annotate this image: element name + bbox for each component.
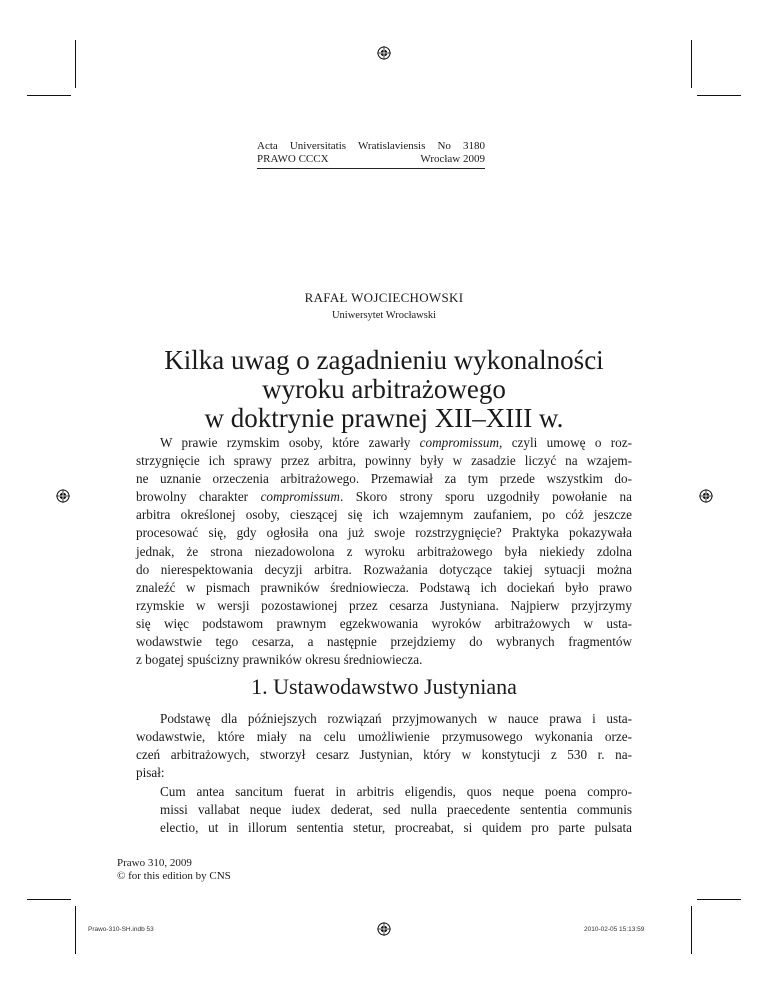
- text-line: Podstawę dla późniejszych rozwiązań przyjmowanych w nauce prawa i usta-: [160, 711, 632, 726]
- text-line: jednak, że strona niezadowolona z wyroku arbitrażowego była niekiedy zdolna: [136, 543, 632, 559]
- registration-mark-icon: [377, 922, 391, 936]
- title-line: Kilka uwag o zagadnieniu wykonalności: [164, 345, 604, 375]
- journal-series: PRAWO CCCX: [257, 153, 329, 165]
- section-paragraph: [136, 710, 632, 782]
- text-line: W prawie rzymskim osoby, które zawarły compromissum, czyli umowę o roz-: [160, 435, 632, 450]
- author-name: RAFAŁ WOJCIECHOWSKI: [304, 290, 464, 305]
- latin-quote: [160, 783, 632, 837]
- journal-name: Acta Universitatis Wratislaviensis No 3180: [257, 140, 485, 152]
- text-line: znaleźć w pismach prawników średniowiecza. Podstawą ich dociekań było prawo: [136, 579, 632, 595]
- text-line: arbitra określonej osoby, cieszącej się ich wzajemnym zaufaniem, po cóż jeszcze: [136, 507, 632, 523]
- text-line: procesować się, gdy ogłosiła ona już swoje rozstrzygnięcie? Praktyka pokazywała: [136, 525, 632, 541]
- page-footer: [117, 857, 231, 883]
- header-rule: [257, 168, 485, 169]
- text-line: pisał:: [136, 765, 165, 781]
- quote-line: Cum antea sancitum fuerat in arbitris eligendis, quos neque poena compro-: [160, 784, 632, 799]
- text-line: browolny charakter compromissum. Skoro strony sporu uzgodniły powołanie na: [136, 489, 632, 505]
- text-line: wodawstwie tego cesarza, a następnie przejdziemy do wybranych fragmentów: [136, 634, 632, 650]
- section-heading: 1. Ustawodawstwo Justyniana: [251, 674, 517, 699]
- print-slug-timestamp: 2010-02-05 15:13:59: [584, 926, 645, 933]
- title-line: wyroku arbitrażowego: [262, 374, 506, 404]
- author-affiliation: Uniwersytet Wrocławski: [331, 310, 437, 321]
- title-line: w doktrynie prawnej XII–XIII w.: [204, 403, 564, 433]
- quote-line: missi vallabat neque iudex dederat, sed nulla praecedente sententia communis: [160, 802, 632, 818]
- text-line: się więc podstawom prawnym egzekwowania wyroków arbitrażowych w usta-: [136, 615, 632, 631]
- registration-mark-icon: [56, 489, 70, 503]
- text-line: wodawstwie, które miały na celu umożliwienie przymusowego wykonania orze-: [136, 729, 632, 745]
- text-line: ne uznanie orzeczenia arbitrażowego. Przemawiał za tym przede wszystkim do-: [136, 471, 632, 487]
- intro-paragraph: [136, 434, 632, 669]
- registration-mark-icon: [377, 46, 391, 60]
- text-line: czeń arbitrażowych, stworzył cesarz Justynian, który w konstytucji z 530 r. na-: [136, 747, 632, 763]
- journal-series-row: [257, 153, 485, 166]
- registration-mark-icon: [699, 489, 713, 503]
- text-line: rzymskie w wersji pozostawionej przez cesarza Justyniana. Najpierw przyjrzymy: [136, 597, 632, 613]
- footer-citation: Prawo 310, 2009: [117, 857, 192, 869]
- quote-line: electio, ut in illorum sententia stetur, procreabat, si quidem pro parte pulsata: [160, 820, 632, 836]
- journal-header: [257, 140, 485, 169]
- print-slug-file: Prawo-310-SH.indb 53: [88, 926, 154, 933]
- text-line: strzygnięcie ich sprawy przez arbitra, powinny były w zasadzie liczyć na wzajem-: [136, 453, 632, 469]
- footer-copyright: © for this edition by CNS: [117, 870, 231, 882]
- text-line: z bogatej spuścizny prawników okresu średniowiecza.: [136, 652, 423, 668]
- article-title: [100, 346, 668, 433]
- journal-place-year: Wrocław 2009: [420, 153, 485, 165]
- text-line: do nierespektowania decyzji arbitra. Rozważania dotyczące takiej sytuacji można: [136, 561, 632, 577]
